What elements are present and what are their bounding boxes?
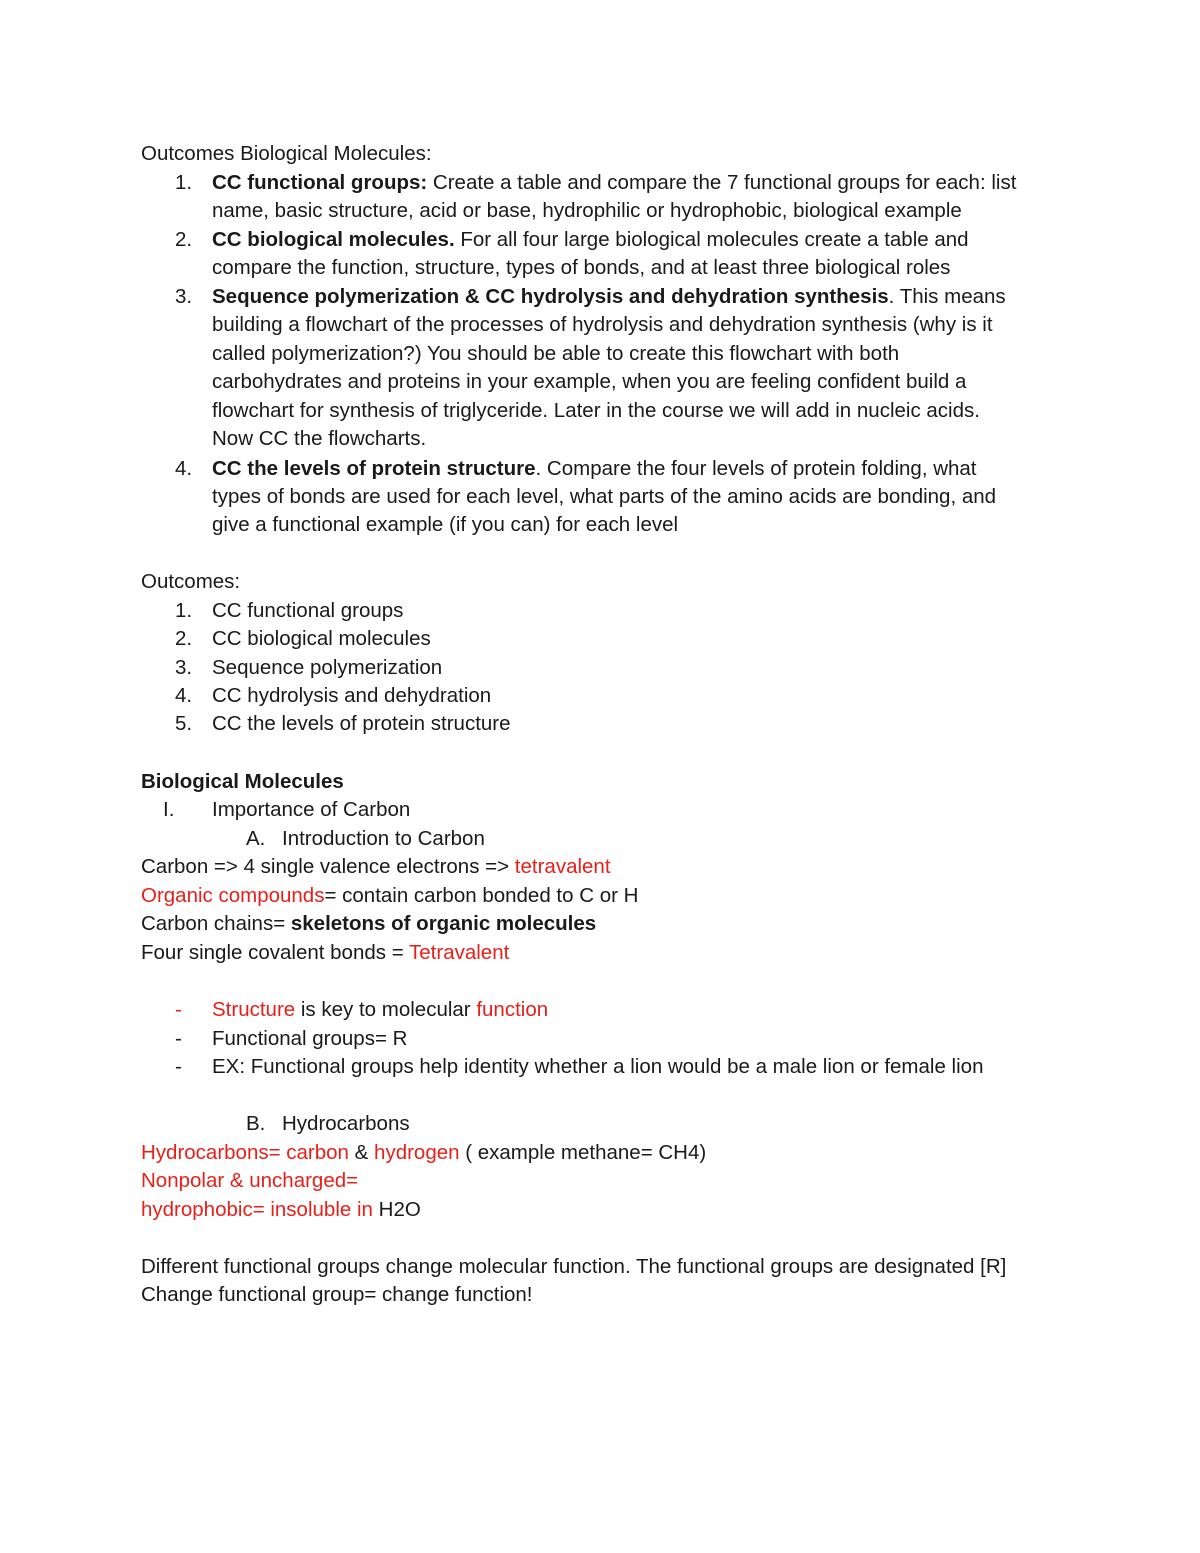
list-number: 1.	[175, 171, 193, 194]
highlight-span: tetravalent	[514, 855, 611, 878]
list-item-rest: . Compare the four levels of protein folding, what	[535, 457, 977, 480]
list-item-continuation: name, basic structure, acid or base, hydrophilic or hydrophobic, biological example	[212, 199, 962, 222]
sub-item: Hydrocarbons	[282, 1112, 410, 1135]
list-item-text	[212, 169, 1016, 197]
highlight-span: Organic compounds	[141, 884, 325, 907]
highlight-span: function	[476, 998, 549, 1021]
list-item-rest: . This means	[888, 285, 1006, 308]
outcomes-heading: Outcomes Biological Molecules:	[141, 142, 432, 165]
list-item: Sequence polymerization	[212, 656, 443, 679]
list-item: CC the levels of protein structure	[212, 712, 511, 735]
sub-letter: A.	[246, 827, 266, 850]
list-item: CC functional groups	[212, 599, 404, 622]
list-item-text	[212, 455, 977, 483]
text-span: = contain carbon bonded to C or H	[324, 884, 639, 907]
list-item-bold: CC the levels of protein structure	[212, 457, 536, 480]
list-item-bold: CC biological molecules.	[212, 228, 455, 251]
highlight-span: hydrogen	[374, 1141, 460, 1164]
list-number: 2.	[175, 228, 193, 251]
list-item: CC biological molecules	[212, 627, 431, 650]
highlight-span: hydrophobic= insoluble in	[141, 1198, 373, 1221]
text-span: &	[348, 1141, 375, 1164]
list-item-text	[212, 283, 1006, 311]
list-item-continuation: compare the function, structure, types of bonds, and at least three biological roles	[212, 256, 951, 279]
bold-span: skeletons of organic molecules	[290, 912, 597, 935]
list-item-continuation: building a flowchart of the processes of hydrolysis and dehydration synthesis (why is it	[212, 313, 993, 336]
list-item-continuation: Now CC the flowcharts.	[212, 427, 427, 450]
list-item-continuation: flowchart for synthesis of triglyceride. Later in the course we will add in nucleic acids.	[212, 399, 980, 422]
text-span: Carbon chains=	[141, 912, 291, 935]
text-span: Four single covalent bonds =	[141, 941, 410, 964]
sub-item: Introduction to Carbon	[282, 827, 485, 850]
highlight-span: Structure	[212, 998, 296, 1021]
list-item-rest: Create a table and compare the 7 functional groups for each: list	[427, 171, 1017, 194]
hydrophobic-line	[141, 1196, 421, 1224]
text-span: ( example methane= CH4)	[459, 1141, 707, 1164]
list-item-bold: Sequence polymerization & CC hydrolysis and dehydration synthesis	[212, 285, 889, 308]
list-item: CC hydrolysis and dehydration	[212, 684, 492, 707]
text-span: H2O	[372, 1198, 421, 1221]
text-span: Carbon => 4 single valence electrons =>	[141, 855, 515, 878]
list-number: 4.	[175, 684, 193, 707]
list-item-text	[212, 226, 969, 254]
change-function-line: Change functional group= change function!	[141, 1283, 533, 1306]
organic-line	[141, 882, 638, 910]
roman-numeral: I.	[163, 798, 175, 821]
list-item-continuation: carbohydrates and proteins in your example, when you are feeling confident build a	[212, 370, 967, 393]
bullet-dash: -	[175, 1055, 182, 1078]
sub-letter: B.	[246, 1112, 266, 1135]
nonpolar-line: Nonpolar & uncharged=	[141, 1169, 359, 1192]
list-number: 1.	[175, 599, 193, 622]
bullet-item: EX: Functional groups help identity whether a lion would be a male lion or female lion	[212, 1055, 984, 1078]
list-item-rest: For all four large biological molecules create a table and	[454, 228, 969, 251]
list-number: 3.	[175, 285, 193, 308]
bullet-dash: -	[175, 998, 182, 1021]
list-number: 5.	[175, 712, 193, 735]
carbon-line	[141, 853, 611, 881]
list-number: 3.	[175, 656, 193, 679]
list-number: 4.	[175, 457, 193, 480]
chains-line	[141, 910, 596, 938]
bullet-item	[212, 996, 548, 1024]
covalent-line	[141, 939, 509, 967]
hydrocarbon-line	[141, 1139, 706, 1167]
section-heading: Biological Molecules	[141, 770, 344, 793]
highlight-span: Hydrocarbons= carbon	[141, 1141, 349, 1164]
functional-groups-line: Different functional groups change molecular function. The functional groups are designated [R]	[141, 1255, 1007, 1278]
outcomes-short-heading: Outcomes:	[141, 570, 241, 593]
list-number: 2.	[175, 627, 193, 650]
text-span: is key to molecular	[295, 998, 477, 1021]
bullet-item: Functional groups= R	[212, 1027, 408, 1050]
list-item-bold: CC functional groups:	[212, 171, 428, 194]
list-item-continuation: called polymerization?) You should be able to create this flowchart with both	[212, 342, 900, 365]
roman-item: Importance of Carbon	[212, 798, 411, 821]
list-item-continuation: types of bonds are used for each level, what parts of the amino acids are bonding, and	[212, 485, 997, 508]
list-item-continuation: give a functional example (if you can) for each level	[212, 513, 679, 536]
bullet-dash: -	[175, 1027, 182, 1050]
highlight-span: Tetravalent	[409, 941, 510, 964]
